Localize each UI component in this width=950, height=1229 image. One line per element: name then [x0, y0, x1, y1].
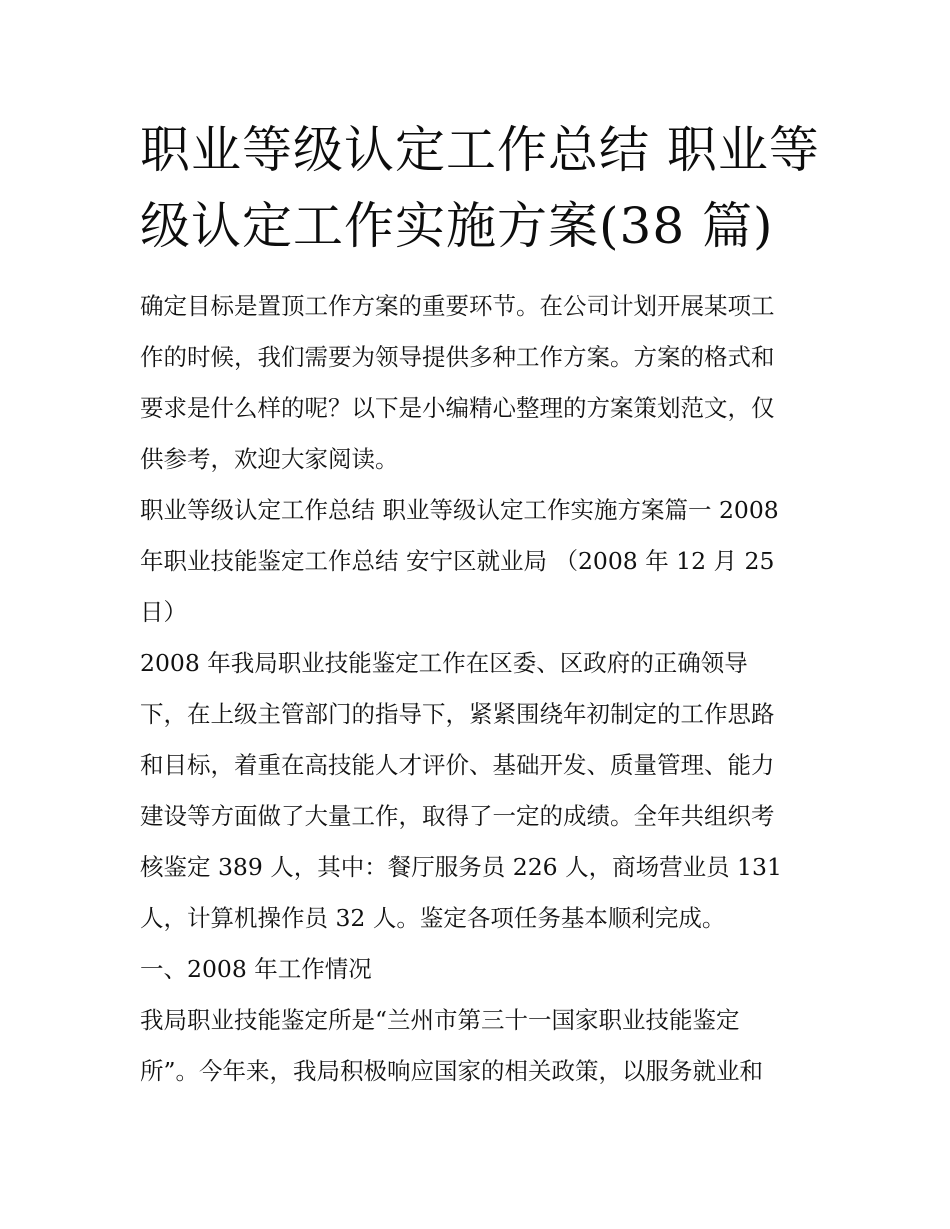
text-line: 确定目标是置顶工作方案的重要环节。在公司计划开展某项工	[140, 292, 775, 320]
text-line: 所”。今年来，我局积极响应国家的相关政策，以服务就业和	[140, 1057, 764, 1085]
text-line: 建设等方面做了大量工作，取得了一定的成绩。全年共组织考	[140, 802, 775, 830]
intro-paragraph	[140, 281, 812, 485]
summary-paragraph	[140, 638, 812, 944]
text-line: 要求是什么样的呢？以下是小编精心整理的方案策划范文，仅	[140, 394, 775, 422]
text-line: 人，计算机操作员 32 人。鉴定各项任务基本顺利完成。	[140, 904, 726, 932]
text-line: 和目标，着重在高技能人才评价、基础开发、质量管理、能力	[140, 751, 775, 779]
body-paragraph	[140, 995, 812, 1097]
section-heading-paragraph	[140, 485, 812, 638]
text-line: 我局职业技能鉴定所是“兰州市第三十一国家职业技能鉴定	[140, 1006, 740, 1034]
text-line: 职业等级认定工作总结 职业等级认定工作实施方案篇一 2008	[140, 496, 779, 524]
document-title	[140, 112, 820, 264]
text-line: 年职业技能鉴定工作总结 安宁区就业局 （2008 年 12 月 25	[140, 547, 775, 575]
document-page	[140, 112, 820, 1097]
document-body	[140, 281, 812, 1097]
text-line: 下，在上级主管部门的指导下，紧紧围绕年初制定的工作思路	[140, 700, 775, 728]
subsection-heading	[140, 944, 812, 995]
text-line: 2008 年我局职业技能鉴定工作在区委、区政府的正确领导	[140, 649, 748, 677]
text-line: 一、2008 年工作情况	[140, 955, 372, 983]
text-line: 日）	[140, 598, 187, 626]
title-line-2: 级认定工作实施方案(38 篇)	[140, 197, 774, 255]
title-line-1: 职业等级认定工作总结 职业等	[140, 121, 820, 179]
text-line: 核鉴定 389 人，其中：餐厅服务员 226 人，商场营业员 131	[140, 853, 782, 881]
text-line: 作的时候，我们需要为领导提供多种工作方案。方案的格式和	[140, 343, 775, 371]
text-line: 供参考，欢迎大家阅读。	[140, 445, 399, 473]
